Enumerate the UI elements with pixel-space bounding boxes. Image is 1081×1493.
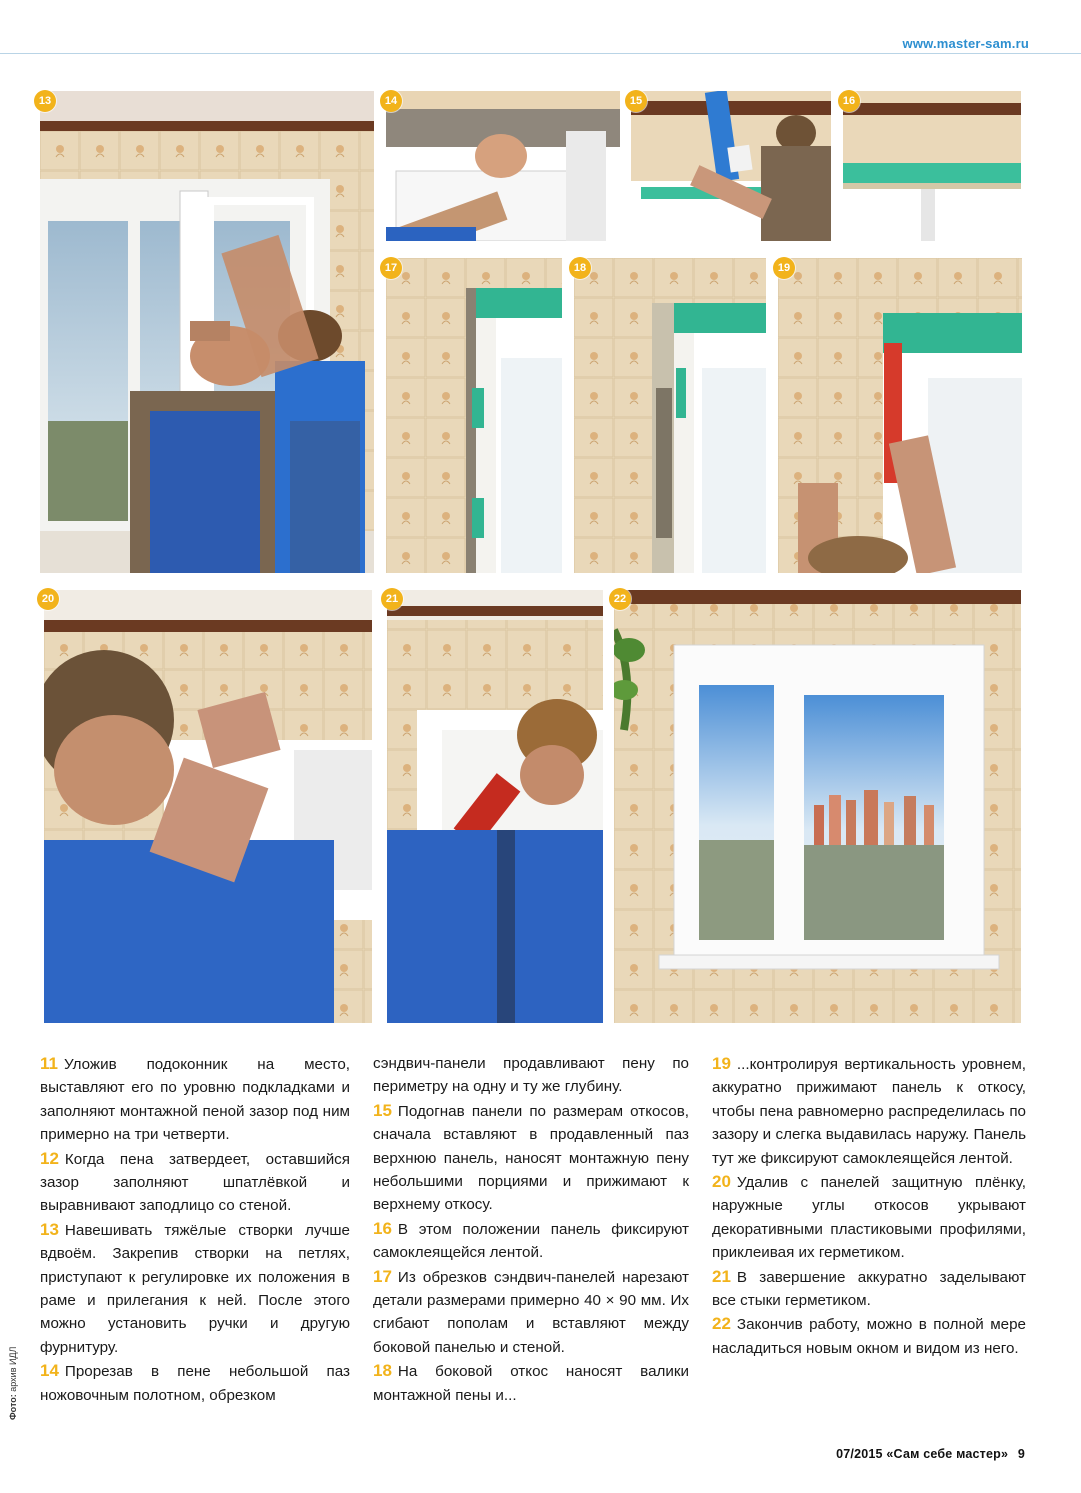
photo-15 — [631, 91, 831, 241]
text-column-2 — [373, 1052, 689, 1407]
step-text: Закончив работу, можно в полной мере насладиться новым окном и видом из него. — [712, 1316, 1026, 1357]
step-number: 22 — [712, 1314, 731, 1334]
step-paragraph — [40, 1147, 350, 1218]
step-paragraph — [712, 1052, 1026, 1170]
step-text: Прорезав в пене небольшой паз ножовочным полотном, обрезком — [40, 1363, 350, 1404]
photo-14 — [386, 91, 620, 241]
step-text: В этом положении панель фиксируют самоклеящейся лентой. — [373, 1220, 689, 1262]
photo-16 — [843, 91, 1021, 241]
step-text: Из обрезков сэндвич-панелей нарезают детали размерами примерно 40 × 90 мм. Их сгибают пополам и вставляют между боковой панелью и стеной. — [373, 1268, 689, 1356]
step-number: 17 — [373, 1266, 392, 1286]
step-number: 13 — [40, 1219, 59, 1239]
photo-number-13: 13 — [34, 90, 56, 112]
step-number: 12 — [40, 1148, 59, 1168]
step-number: 18 — [373, 1361, 392, 1381]
step-text: Подогнав панели по размерам откосов, сначала вставляют в продавленный паз верхнюю панель, наносят монтажную пену небольшими порциями и прижимают к верхнему откосу. — [373, 1102, 689, 1214]
photo-number-18: 18 — [569, 257, 591, 279]
photo-number-16: 16 — [838, 90, 860, 112]
text-column-3 — [712, 1052, 1026, 1360]
step-number: 14 — [40, 1361, 59, 1381]
photo-13 — [40, 91, 374, 573]
photo-number-22: 22 — [609, 588, 631, 610]
step-text: сэндвич-панели продавливают пену по периметру на одну и ту же глубину. — [373, 1055, 689, 1096]
photo-credit-label: Фото: — [8, 1394, 18, 1420]
step-text: Когда пена затвердеет, оставшийся зазор заполняют шпатлёвкой и выравнивают заподлицо со стеной. — [40, 1150, 350, 1215]
page-number: 9 — [1017, 1447, 1025, 1461]
step-text: ...контролируя вертикальность уровнем, аккуратно прижимают панель к откосу, чтобы пена равномерно распределилась по зазору и слегка выдавилась наружу. Панель тут же фиксируют самоклеящейся лентой. — [712, 1056, 1026, 1167]
step-paragraph — [373, 1359, 689, 1407]
text-column-1 — [40, 1052, 350, 1407]
photo-credit — [8, 1347, 18, 1420]
photo-19 — [778, 258, 1022, 573]
step-number: 15 — [373, 1100, 392, 1120]
step-number: 20 — [712, 1172, 731, 1192]
issue-date: 07/2015 — [836, 1447, 883, 1461]
photo-20 — [44, 590, 372, 1023]
step-paragraph — [373, 1265, 689, 1360]
photo-number-17: 17 — [380, 257, 402, 279]
photo-number-19: 19 — [773, 257, 795, 279]
step-paragraph — [40, 1052, 350, 1147]
step-paragraph — [712, 1265, 1026, 1313]
photo-number-14: 14 — [380, 90, 402, 112]
site-url: www.master-sam.ru — [902, 36, 1029, 51]
magazine-title: «Сам себе мастер» — [886, 1447, 1009, 1461]
step-paragraph — [373, 1217, 689, 1265]
photo-21 — [387, 590, 603, 1023]
step-text: Навешивать тяжёлые створки лучше вдвоём. Закрепив створки на петлях, приступают к регулировке их положения в раме и прилегания к ней. После этого можно установить ручки и другую фурнитуру. — [40, 1221, 350, 1356]
photo-18 — [574, 258, 766, 573]
step-text: Удалив с панелей защитную плёнку, наружные углы откосов укрывают декоративными пластиковыми профилями, приклеивая их герметиком. — [712, 1174, 1026, 1262]
page-footer — [836, 1447, 1025, 1461]
step-number: 16 — [373, 1218, 392, 1238]
photo-22 — [614, 590, 1021, 1023]
step-paragraph — [40, 1359, 350, 1407]
step-text: Уложив подоконник на место, выставляют его по уровню подкладками и заполняют монтажной пеной зазор под ним примерно на три четверти. — [40, 1056, 350, 1144]
step-paragraph — [712, 1170, 1026, 1265]
photo-number-21: 21 — [381, 588, 403, 610]
step-text: В завершение аккуратно заделывают все стыки герметиком. — [712, 1268, 1026, 1310]
step-paragraph — [373, 1052, 689, 1099]
photo-number-20: 20 — [37, 588, 59, 610]
step-number: 11 — [40, 1054, 58, 1073]
step-text: На боковой откос наносят валики монтажной пены и... — [373, 1363, 689, 1404]
photo-number-15: 15 — [625, 90, 647, 112]
step-number: 19 — [712, 1054, 731, 1073]
photo-17 — [386, 258, 562, 573]
photo-credit-value: архив ИДЛ — [8, 1346, 18, 1392]
step-paragraph — [712, 1312, 1026, 1360]
step-number: 21 — [712, 1266, 731, 1286]
header-rule — [0, 53, 1081, 54]
step-paragraph — [40, 1218, 350, 1359]
step-paragraph — [373, 1099, 689, 1217]
